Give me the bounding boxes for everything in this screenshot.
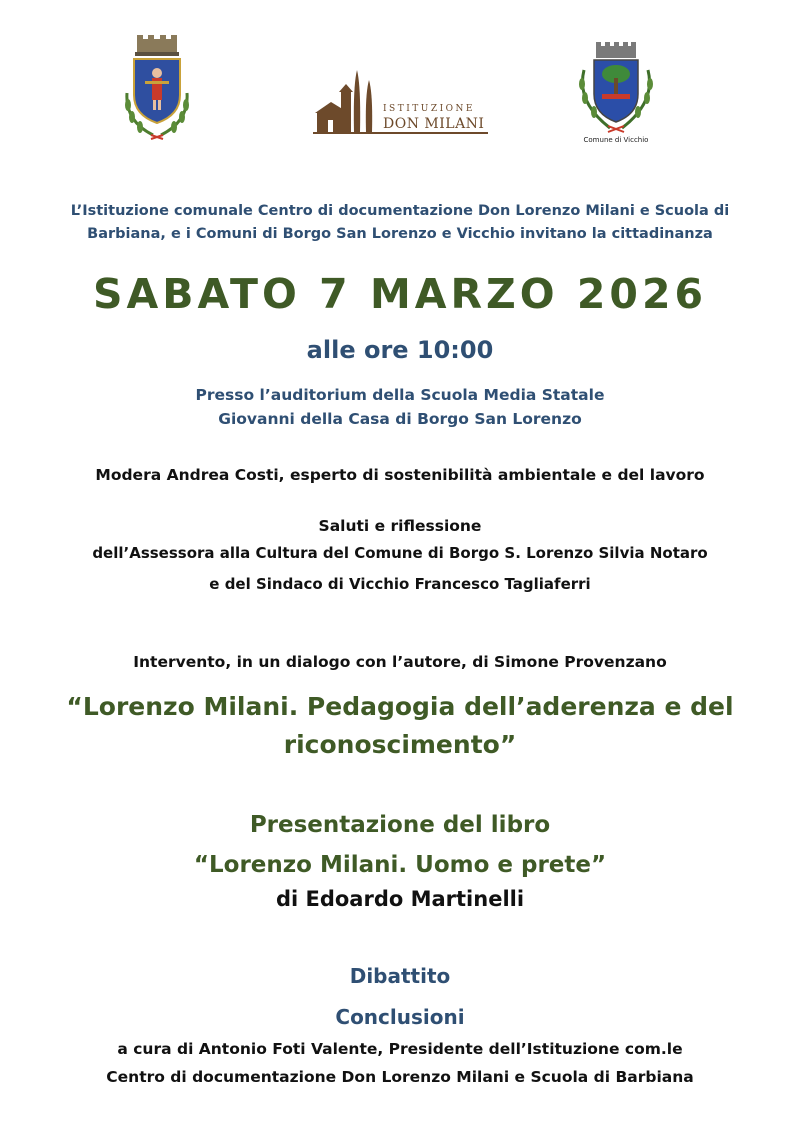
speech-title-line-2: riconoscimento” bbox=[283, 730, 517, 759]
debate-heading: Dibattito bbox=[349, 964, 451, 988]
event-venue bbox=[0, 383, 800, 431]
logo-line-istituzione: ISTITUZIONE bbox=[383, 104, 475, 114]
speech-title-line-1: “Lorenzo Milani. Pedagogia dell’aderenza e del bbox=[66, 692, 734, 721]
book-title: “Lorenzo Milani. Uomo e prete” bbox=[193, 852, 607, 878]
speech-title bbox=[0, 688, 800, 764]
logo-line-don-milani: DON MILANI bbox=[383, 116, 485, 132]
intro-line-1: L’Istituzione comunale Centro di documentazione Don Lorenzo Milani e Scuola di bbox=[70, 203, 730, 219]
conclusions-line-2: Centro di documentazione Don Lorenzo Milani e Scuola di Barbiana bbox=[106, 1068, 694, 1086]
conclusions-line-1: a cura di Antonio Foti Valente, Presidente dell’Istituzione com.le bbox=[117, 1040, 683, 1058]
intro-line-2: Barbiana, e i Comuni di Borgo San Lorenzo e Vicchio invitano la cittadinanza bbox=[87, 226, 713, 242]
vicchio-caption: Comune di Vicchio bbox=[583, 136, 649, 144]
conclusions-heading: Conclusioni bbox=[335, 1005, 465, 1029]
venue-line-2: Giovanni della Casa di Borgo San Lorenzo bbox=[218, 410, 582, 428]
moderator-line: Modera Andrea Costi, esperto di sostenibilità ambientale e del lavoro bbox=[95, 466, 705, 484]
event-time: alle ore 10:00 bbox=[306, 336, 494, 364]
istituzione-don-milani-logo bbox=[313, 66, 488, 138]
book-label: Presentazione del libro bbox=[249, 812, 551, 838]
borgo-san-lorenzo-crest-icon bbox=[117, 33, 197, 145]
vicchio-crest-icon bbox=[570, 40, 662, 136]
intro-text bbox=[0, 200, 800, 246]
event-date: SABATO 7 MARZO 2026 bbox=[92, 270, 708, 318]
vicchio-crest bbox=[570, 40, 662, 152]
speech-intro: Intervento, in un dialogo con l’autore, di Simone Provenzano bbox=[133, 653, 667, 671]
book-author: di Edoardo Martinelli bbox=[275, 887, 525, 911]
venue-line-1: Presso l’auditorium della Scuola Media Statale bbox=[195, 386, 605, 404]
greetings-line-2: e del Sindaco di Vicchio Francesco Tagliaferri bbox=[209, 575, 591, 593]
greetings-title: Saluti e riflessione bbox=[318, 517, 482, 535]
greetings-line-1: dell’Assessora alla Cultura del Comune di Borgo S. Lorenzo Silvia Notaro bbox=[92, 544, 708, 562]
